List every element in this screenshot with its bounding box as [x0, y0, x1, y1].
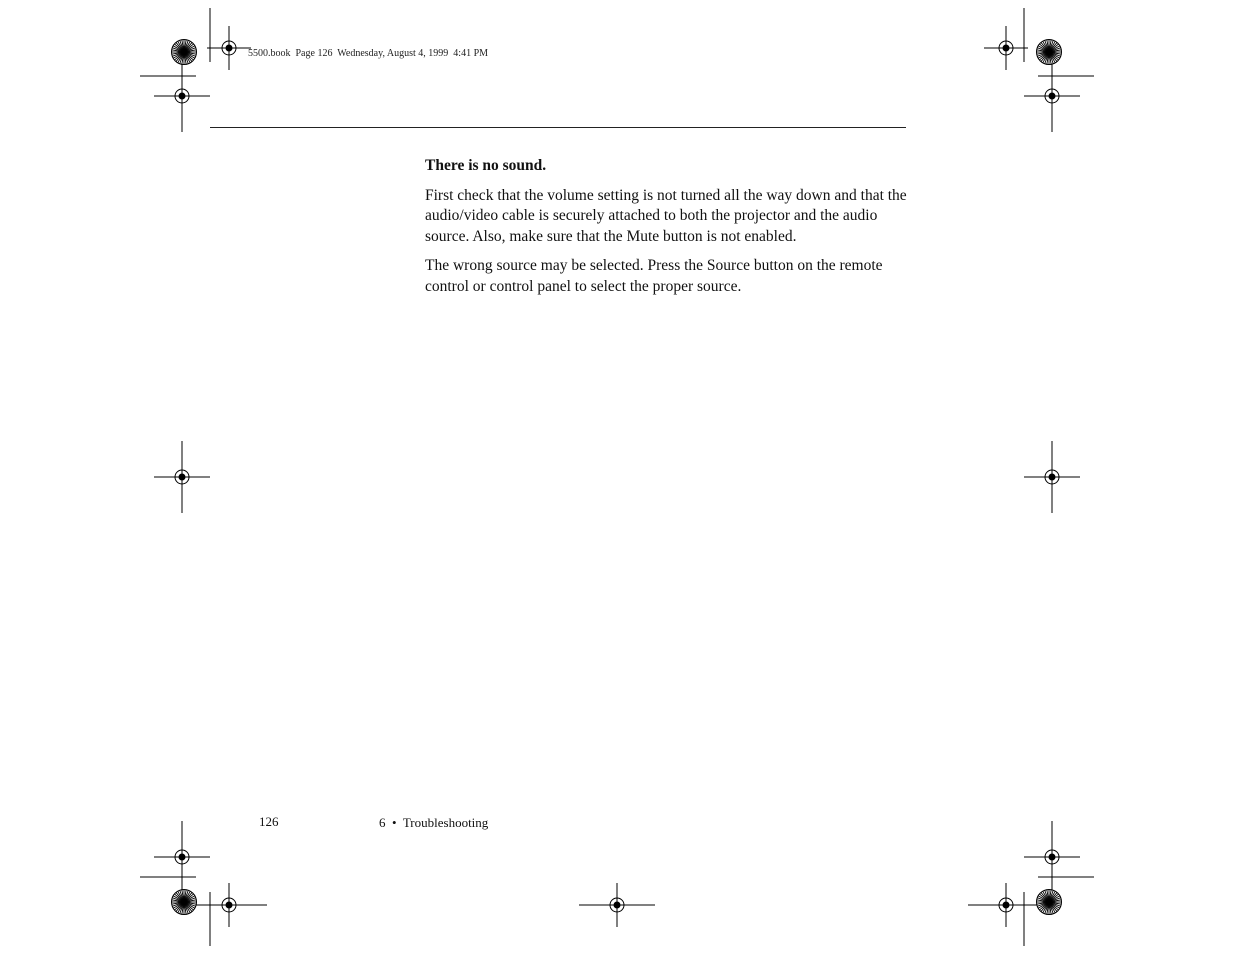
starburst-target-icon — [1037, 890, 1062, 915]
paragraph-2: The wrong source may be selected. Press the Source button on the remote control or control panel to select the proper source. — [425, 257, 883, 295]
section-heading: There is no sound. — [425, 157, 547, 174]
registration-target-icon — [207, 26, 251, 70]
page-number: 126 — [259, 814, 279, 829]
registration-target-icon — [968, 883, 1044, 927]
registration-target-icon — [154, 821, 210, 893]
registration-target-icon — [1024, 441, 1080, 513]
registration-target-icon — [154, 441, 210, 513]
crop-marks — [140, 8, 1094, 946]
starburst-target-icon — [172, 890, 197, 915]
registration-target-icon — [191, 883, 267, 927]
slug-line: 5500.book Page 126 Wednesday, August 4, 1999 4:41 PM — [248, 48, 489, 59]
footer-chapter: 6 • Troubleshooting — [379, 815, 489, 830]
registration-target-icon — [1024, 60, 1080, 132]
paragraph-1: First check that the volume setting is not turned all the way down and that the audio/video cable is securely attached to both the projector and the audio source. Also, make sure that the Mute button is not enabled. — [425, 186, 907, 245]
starburst-target-icon — [172, 40, 197, 65]
registration-target-icon — [579, 883, 655, 927]
main-content — [425, 156, 910, 306]
registration-target-icon — [1024, 821, 1080, 893]
registration-target-icon — [154, 60, 210, 132]
header-rule — [210, 127, 906, 128]
registration-target-icon — [984, 26, 1028, 70]
starburst-target-icon — [1037, 40, 1062, 65]
